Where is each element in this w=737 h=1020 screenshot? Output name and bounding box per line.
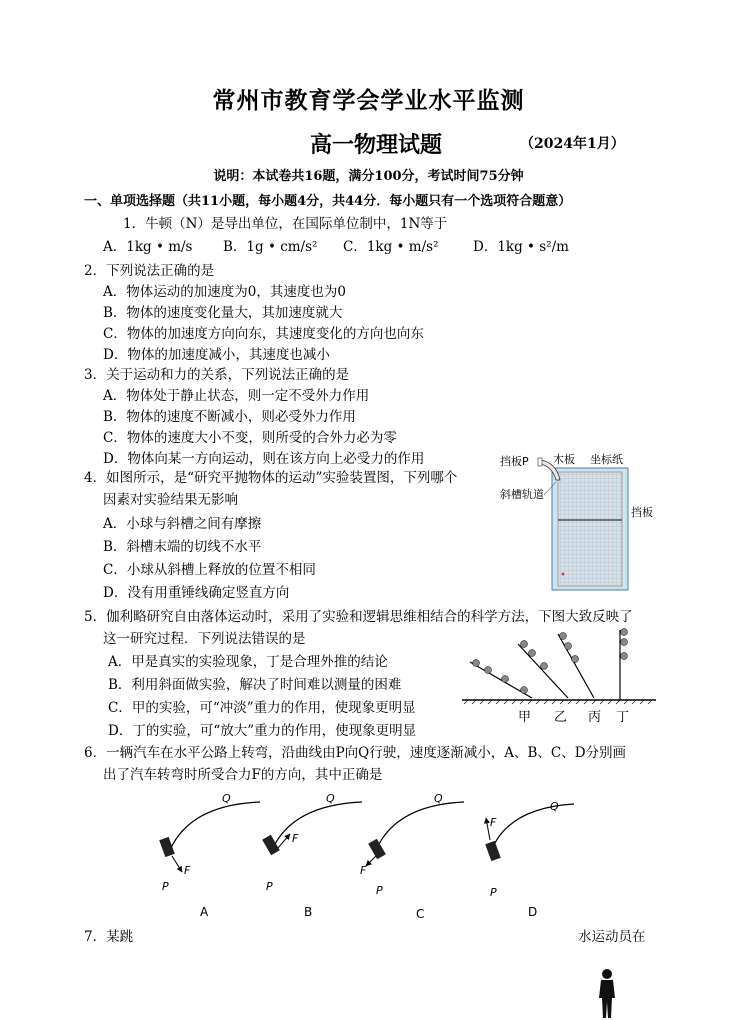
q7-stem-left: 7．某跳 [84, 929, 134, 945]
q3-stem: 3．关于运动和力的关系，下列说法正确的是 [84, 367, 350, 383]
baffle-p [538, 458, 542, 466]
label-baffle-p: 挡板P [500, 455, 529, 468]
projectile-apparatus-figure [500, 450, 653, 595]
svg-text:P: P [266, 880, 273, 893]
q6-stem-line1: 6．一辆汽车在水平公路上转弯，沿曲线由P向Q行驶，速度逐渐减小，A、B、C、D分别画 [84, 745, 627, 761]
q5-stem-line2: 这一研究过程．下列说法错误的是 [103, 631, 306, 647]
svg-text:P: P [376, 884, 383, 897]
q2-option-d: D．物体的加速度减小，其速度也减小 [103, 347, 330, 363]
diver-silhouette-icon [594, 968, 620, 1020]
ball [562, 573, 565, 576]
q5-option-d: D．丁的实验，可“放大”重力的作用，使现象更明显 [108, 723, 417, 739]
svg-text:Q: Q [326, 792, 335, 805]
q5-option-c: C．甲的实验，可“冲淡”重力的作用，使现象更明显 [108, 700, 416, 716]
choice-a-label: A [200, 905, 209, 919]
exam-title: 常州市教育学会学业水平监测 [212, 87, 525, 114]
q1-option-c: C．1kg • m/s² [343, 239, 439, 255]
q1-option-a: A．1kg • m/s [103, 239, 193, 255]
q5-option-a: A．甲是真实的实验现象，丁是合理外推的结论 [108, 654, 388, 670]
exam-date: （2024年1月） [520, 136, 625, 152]
choice-b-label: B [304, 905, 313, 919]
label-yi: 乙 [554, 710, 568, 725]
svg-text:Q: Q [550, 800, 559, 813]
q3-option-a: A．物体处于静止状态，则一定不受外力作用 [103, 388, 370, 404]
choice-c-label: C [416, 907, 425, 921]
label-jia: 甲 [518, 710, 532, 725]
q2-option-c: C．物体的加速度方向向东，其速度变化的方向也向东 [103, 326, 424, 342]
q4-stem-line2: 因素对实验结果无影响 [103, 492, 238, 508]
label-bing: 丙 [588, 710, 602, 725]
q5-stem-line1: 5．伽利略研究自由落体运动时，采用了实验和逻辑思维相结合的科学方法，下图大致反映了 [84, 609, 633, 625]
choice-a-figure [159, 792, 260, 919]
galileo-inclines-figure [460, 622, 660, 728]
label-board: 木板 [553, 453, 575, 466]
q1-stem: 1．牛顿（N）是导出单位，在国际单位制中，1N等于 [123, 216, 448, 232]
q5-option-b: B．利用斜面做实验，解决了时间难以测量的困难 [108, 677, 402, 693]
car-turn-figures [150, 790, 590, 925]
q4-option-b: B．斜槽末端的切线不水平 [103, 539, 262, 555]
q2-option-a: A．物体运动的加速度为0，其速度也为0 [103, 284, 346, 300]
label-ding: 丁 [616, 710, 630, 725]
choice-d-figure [485, 800, 574, 919]
q2-option-b: B．物体的速度变化量大，其加速度就大 [103, 305, 343, 321]
q1-option-b: B．1g • cm/s² [223, 239, 318, 255]
q1-option-d: D．1kg • s²/m [473, 239, 569, 255]
section-heading: 一、单项选择题（共11小题，每小题4分，共44分．每小题只有一个选项符合题意） [84, 194, 572, 209]
svg-text:F: F [184, 864, 191, 877]
grid-paper [558, 472, 622, 586]
svg-text:Q: Q [434, 792, 443, 805]
q3-option-d: D．物体向某一方向运动，则在该方向上必受力的作用 [103, 451, 425, 467]
label-chute: 斜槽轨道 [500, 488, 544, 501]
choice-d-label: D [528, 905, 538, 919]
label-grid-paper: 坐标纸 [590, 453, 623, 466]
choice-b-figure [262, 792, 362, 919]
svg-text:F: F [360, 864, 367, 877]
exam-note: 说明：本试卷共16题，满分100分，考试时间75分钟 [213, 169, 524, 184]
svg-text:Q: Q [222, 792, 231, 805]
q3-option-b: B．物体的速度不断减小，则必受外力作用 [103, 409, 356, 425]
q7-stem-right: 水运动员在 [578, 929, 646, 945]
q2-stem: 2．下列说法正确的是 [84, 263, 215, 279]
q4-option-c: C．小球从斜槽上释放的位置不相同 [103, 562, 316, 578]
q6-stem-line2: 出了汽车转弯时所受合力F的方向，其中正确是 [103, 767, 383, 783]
svg-text:P: P [490, 886, 497, 899]
incline-bing [558, 634, 594, 698]
q4-option-d: D．没有用重锤线确定竖直方向 [103, 585, 290, 601]
q4-option-a: A．小球与斜槽之间有摩擦 [103, 516, 262, 532]
choice-c-figure [360, 792, 464, 921]
svg-text:F: F [292, 832, 299, 845]
svg-text:F: F [490, 816, 497, 829]
exam-subtitle: 高一物理试题 [310, 132, 443, 158]
q4-stem-line1: 4．如图所示，是“研究平抛物体的运动”实验装置图，下列哪个 [84, 470, 458, 486]
svg-text:挡板: 挡板 [631, 506, 653, 519]
q3-option-c: C．物体的速度大小不变，则所受的合外力必为零 [103, 430, 397, 446]
svg-text:P: P [162, 880, 169, 893]
label-baffle [631, 505, 653, 519]
